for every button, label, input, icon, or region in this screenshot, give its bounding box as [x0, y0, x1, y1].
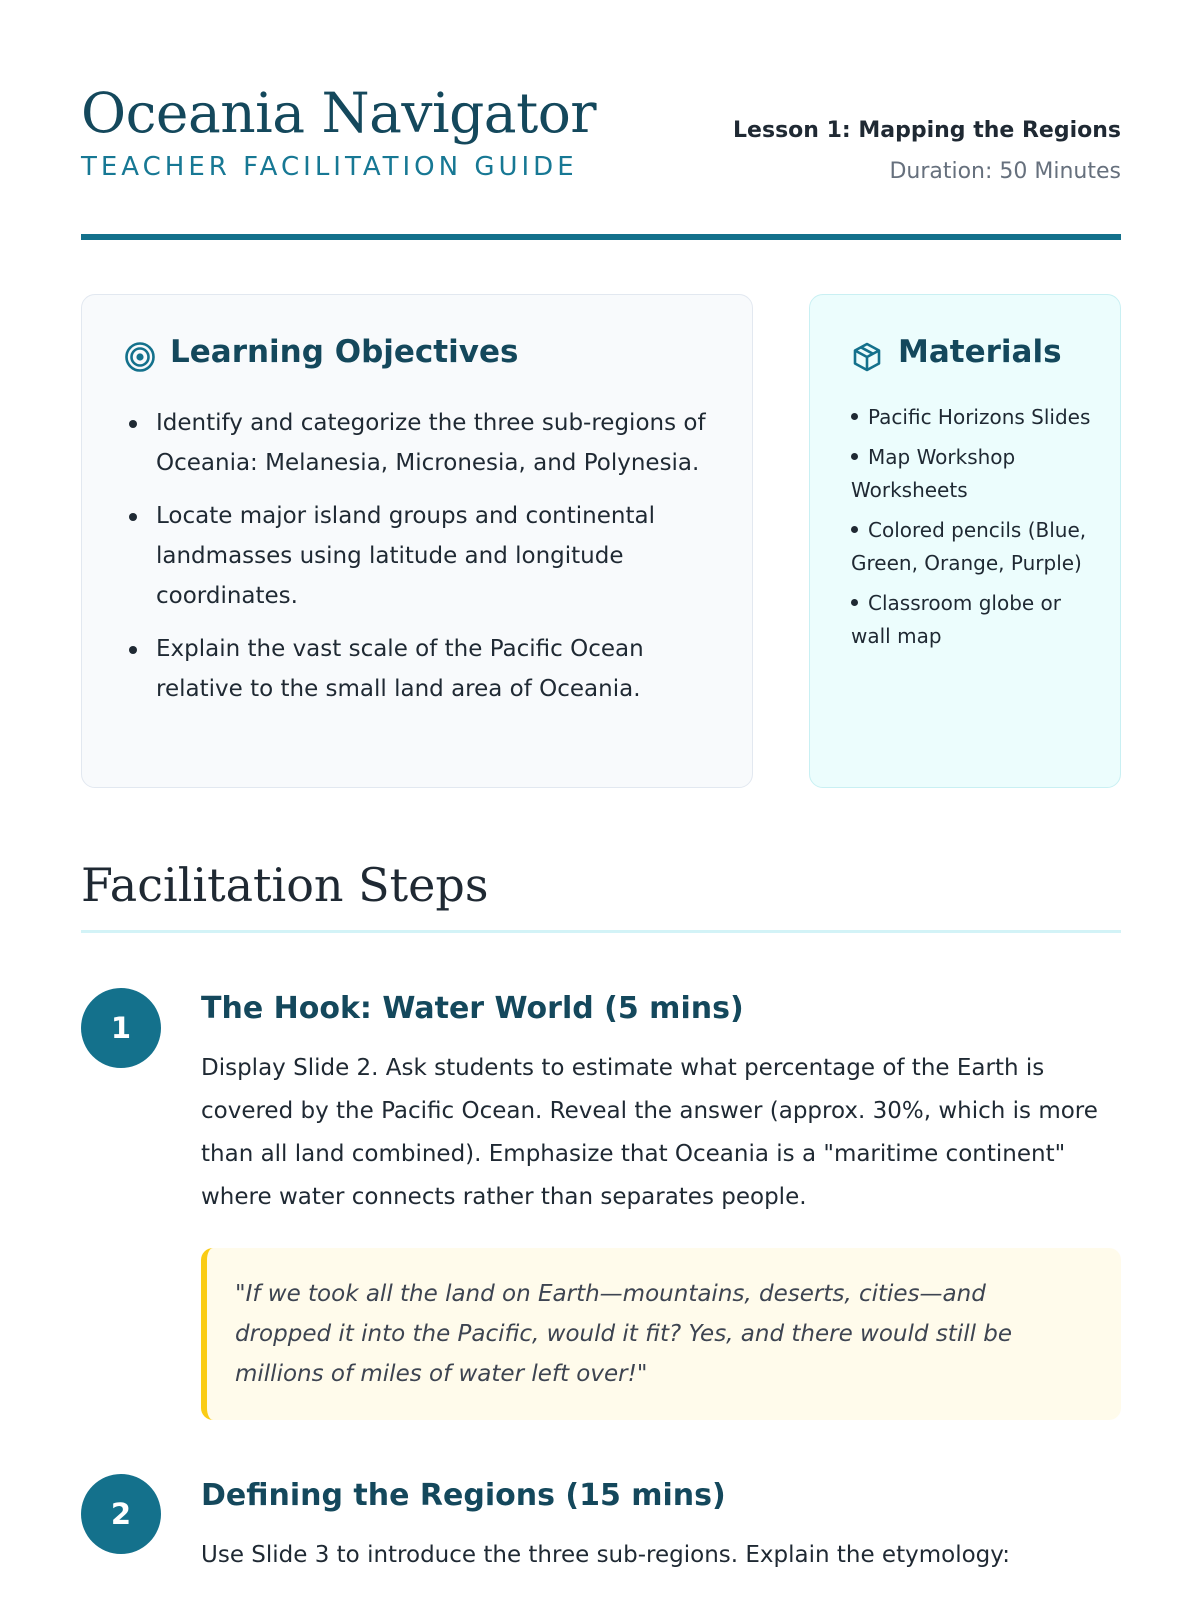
objectives-list [124, 403, 724, 722]
objective-item: Explain the vast scale of the Pacific Ocean relative to the small land area of Oceania. [124, 629, 724, 709]
material-item-text: Map Workshop Worksheets [851, 445, 1016, 502]
step-number-badge: 1 [81, 988, 161, 1068]
bullet-icon [851, 413, 858, 420]
learning-objectives-heading: Learning Objectives [170, 334, 519, 370]
lesson-duration: Duration: 50 Minutes [889, 159, 1121, 184]
step-body: Display Slide 2. Ask students to estimate what percentage of the Earth is covered by the Pacific Ocean. Reveal the answer (approx. 30%, which is more than all land combined). Emphasize that Oceania is a "maritime continent" where water connects rather than separates people. [201, 1055, 1098, 1210]
document-title: Oceania Navigator [81, 81, 597, 145]
facilitation-steps-heading: Facilitation Steps [81, 858, 489, 912]
bullet-icon [851, 599, 858, 606]
material-item-text: Classroom globe or wall map [851, 591, 1062, 648]
material-item [851, 441, 1101, 507]
section-divider [81, 930, 1121, 933]
header-divider [81, 234, 1121, 240]
step-title: Defining the Regions (15 mins) [201, 1478, 726, 1513]
material-item-text: Colored pencils (Blue, Green, Orange, Purple) [851, 518, 1087, 575]
material-item [851, 514, 1101, 580]
document-header [81, 80, 1121, 240]
step-body: Use Slide 3 to introduce the three sub-regions. Explain the etymology: [201, 1542, 1010, 1568]
step-number-badge: 2 [81, 1474, 161, 1554]
quote-text: "If we took all the land on Earth—mountains, deserts, cities—and dropped it into the Pacific, would it fit? Yes, and there would still be millions of miles of water left over!" [235, 1281, 1013, 1387]
target-icon [124, 341, 156, 373]
lesson-title: Lesson 1: Mapping the Regions [733, 118, 1121, 143]
material-item-text: Pacific Horizons Slides [868, 405, 1091, 429]
material-item [851, 401, 1101, 434]
step-title: The Hook: Water World (5 mins) [201, 991, 744, 1026]
materials-card [809, 294, 1121, 788]
objective-item: Locate major island groups and continental landmasses using latitude and longitude coordinates. [124, 496, 724, 616]
materials-list [851, 401, 1101, 660]
bullet-icon [851, 526, 858, 533]
box-icon [851, 341, 883, 373]
document-subtitle: TEACHER FACILITATION GUIDE [81, 152, 578, 182]
teacher-script-quote [201, 1248, 1121, 1420]
material-item [851, 587, 1101, 653]
objective-item: Identify and categorize the three sub-regions of Oceania: Melanesia, Micronesia, and Polynesia. [124, 403, 724, 483]
learning-objectives-card [81, 294, 753, 788]
materials-heading: Materials [898, 334, 1062, 370]
bullet-icon [851, 453, 858, 460]
